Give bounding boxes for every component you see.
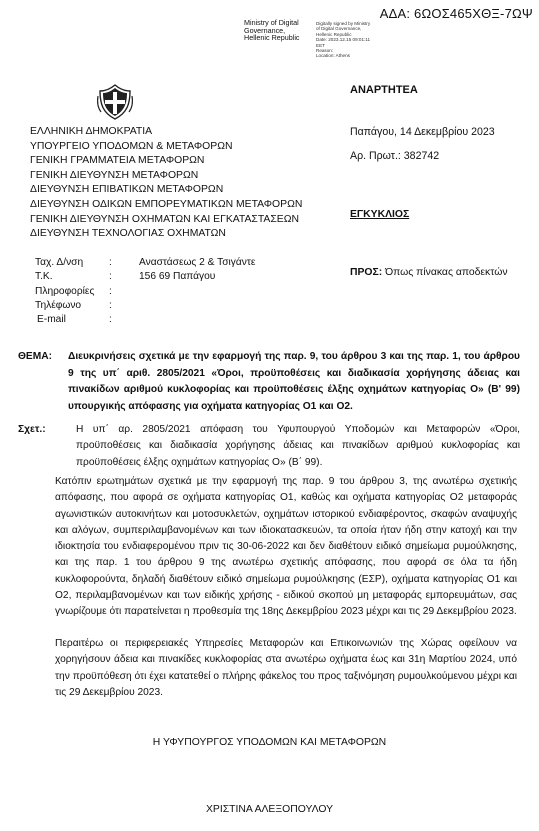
contact-label: Ταχ. Δ/νση bbox=[35, 257, 84, 268]
contact-value: Αναστάσεως 2 & Τσιγάντε bbox=[139, 257, 256, 268]
issuer-line: ΔΙΕΥΘΥΝΣΗ ΤΕΧΝΟΛΟΓΙΑΣ ΟΧΗΜΑΤΩΝ bbox=[30, 228, 226, 240]
issuer-line: ΔΙΕΥΘΥΝΣΗ ΕΠΙΒΑΤΙΚΩΝ ΜΕΤΑΦΟΡΩΝ bbox=[30, 184, 224, 196]
contact-colon: : bbox=[109, 314, 112, 326]
contact-value: 156 69 Παπάγου bbox=[139, 271, 216, 283]
contact-colon: : bbox=[109, 299, 112, 311]
issuer-line: ΥΠΟΥΡΓΕΙΟ ΥΠΟΔΟΜΩΝ & ΜΕΤΑΦΟΡΩΝ bbox=[30, 140, 233, 152]
issuer-line: ΔΙΕΥΘΥΝΣΗ ΟΔΙΚΩΝ ΕΜΠΟΡΕΥΜΑΤΙΚΩΝ ΜΕΤΑΦΟΡΩΝ bbox=[30, 198, 303, 210]
contact-colon: : bbox=[109, 285, 112, 297]
sig-meta-line: Reason: bbox=[316, 48, 334, 54]
reference-text: Η υπ΄ αρ. 2805/2021 απόφαση του Υφυπουργού Υποδομών και Μεταφορών «Όροι, προϋποθέσεις και διαδικασία χορήγησης άδειας και πινακίδων αριθμού κυκλοφορίας και προϋποθέσεις έλξης οχημάτων κατηγορίας Ο» (Β΄ 99). bbox=[76, 424, 520, 468]
contact-colon: : bbox=[109, 257, 112, 268]
posting-flag: ΑΝΑΡΤΗΤΕΑ bbox=[350, 84, 418, 96]
digital-signature-org bbox=[244, 19, 300, 42]
body-paragraph-2: Περαιτέρω οι περιφερειακές Υπηρεσίες Μεταφορών και Επικοινωνιών της Χώρας οφείλουν να χορηγήσουν άδεια και πινακίδες κυκλοφορίας στα ανωτέρω οχήματα έως και 31η Μαρτίου 2024, υπό την προϋπόθεση ότι έχει κατατεθεί ο πλήρης φάκελος του προς ταξινόμηση ρυμουλκούμενου μέχρι και τις 29 Δεκεμβρίου 2023. bbox=[55, 638, 517, 698]
coat-of-arms-icon bbox=[95, 82, 135, 122]
contact-row bbox=[35, 256, 255, 270]
subject-label: ΘΕΜΑ: bbox=[18, 351, 52, 362]
reference-label: Σχετ.: bbox=[18, 424, 46, 435]
document-date: Παπάγου, 14 Δεκεμβρίου 2023 bbox=[350, 126, 495, 138]
sig-meta-line: EET bbox=[316, 42, 325, 48]
body-paragraph-1: Κατόπιν ερωτημάτων σχετικά με την εφαρμογή της παρ. 9 του άρθρου 3, της ανωτέρω σχετικής απόφασης, που αφορά σε οχήματα κατηγορίας Ο1, καθώς και οχήματα κατηγορίας Ο2 μεταφοράς αγωνιστικών αυτοκινήτων και μοτοσυκλετών, οχημάτων ιστορικού ενδιαφέροντος, σκαφών αναψυχής και αλόγων, συμπεριλαμβανομένων και των ιδιοκατασκευών, τα οποία ήταν ήδη στην κατοχή και την ιδιοκτησία του ενδιαφερομένου πριν τις 30-06-2022 και δεν διαθέτουν ειδικό σημείωμα ρυμούλκησης, και της παρ. 1 του άρθρου 9 της ανωτέρω σχετικής απόφασης, που αφορά σε όλα τα ήδη κυκλοφορούντα, δηλαδή διαθέτουν ειδικό σημείωμα ρυμούλκησης (ΕΣΡ), οχήματα κατηγορίας Ο1 και Ο2, περιλαμβανομένων και των ειδικής χρήσης - ειδικού σκοπού μη μεταφοράς εμπορευμάτων, σας γνωρίζουμε ότι παρατείνεται η προθεσμία της 18ης Δεκεμβρίου 2023 μέχρι και τις 29 Δεκεμβρίου 2023. bbox=[55, 476, 517, 618]
ada-code: ΑΔΑ: 6ΩΟΣ465ΧΘΞ-7ΩΨ bbox=[379, 6, 533, 21]
contact-row bbox=[35, 270, 255, 284]
subject-block bbox=[18, 349, 520, 415]
contact-label: Τ.Κ. bbox=[35, 271, 53, 283]
digital-signature-meta bbox=[316, 21, 370, 59]
sig-meta-line: Date: 2023.12.15 09:01:11 bbox=[316, 37, 371, 43]
signatory-name: ΧΡΙΣΤΙΝΑ ΑΛΕΞΟΠΟΥΛΟΥ bbox=[205, 804, 334, 815]
sig-org-line: Hellenic Republic bbox=[244, 33, 300, 43]
issuer-header bbox=[30, 125, 302, 242]
contact-row bbox=[35, 299, 255, 313]
recipients bbox=[350, 267, 508, 278]
sig-meta-line: Digitally signed by Ministry bbox=[316, 21, 371, 26]
contact-label: Τηλέφωνο bbox=[35, 299, 82, 311]
reference-block bbox=[18, 422, 520, 471]
contact-block bbox=[35, 256, 255, 327]
document-type: ΕΓΚΥΚΛΙΟΣ bbox=[350, 209, 410, 220]
contact-row bbox=[35, 285, 255, 299]
contact-label: E-mail bbox=[37, 314, 66, 326]
sig-meta-line: of Digital Governance, bbox=[316, 26, 362, 32]
issuer-line: ΓΕΝΙΚΗ ΔΙΕΥΘΥΝΣΗ ΜΕΤΑΦΟΡΩΝ bbox=[30, 169, 199, 181]
sig-meta-line: Hellenic Republic bbox=[316, 31, 352, 37]
issuer-line: ΓΕΝΙΚΗ ΓΡΑΜΜΑΤΕΙΑ ΜΕΤΑΦΟΡΩΝ bbox=[30, 155, 205, 167]
sig-org-line: Governance, bbox=[244, 25, 286, 35]
issuer-line: ΓΕΝΙΚΗ ΔΙΕΥΘΥΝΣΗ ΟΧΗΜΑΤΩΝ ΚΑΙ ΕΓΚΑΤΑΣΤΑΣΕΩΝ bbox=[30, 213, 299, 225]
recipients-value: Όπως πίνακας αποδεκτών bbox=[385, 267, 508, 278]
protocol-number: Αρ. Πρωτ.: 382742 bbox=[350, 150, 440, 162]
sig-meta-line: Location: Athens bbox=[316, 53, 350, 59]
contact-colon: : bbox=[109, 271, 112, 283]
issuer-line: ΕΛΛΗΝΙΚΗ ΔΗΜΟΚΡΑΤΙΑ bbox=[30, 126, 153, 137]
signatory-title: Η ΥΦΥΠΟΥΡΓΟΣ ΥΠΟΔΟΜΩΝ ΚΑΙ ΜΕΤΑΦΟΡΩΝ bbox=[152, 737, 387, 748]
recipients-label: ΠΡΟΣ: bbox=[350, 267, 383, 278]
subject-text: Διευκρινήσεις σχετικά με την εφαρμογή της παρ. 9, του άρθρου 3 και της παρ. 1, του άρθρου 9 της υπ΄ αριθ. 2805/2021 «Όροι, προϋποθέσεις και διαδικασία χορήγησης άδειας και πινακίδων αριθμού κυκλοφορίας και προϋποθέσεις έλξης οχημάτων κατηγορίας Ο» (Β' 99) υπουργικής απόφασης για οχήματα κατηγορίας Ο1 και Ο2. bbox=[68, 351, 520, 412]
contact-row bbox=[35, 313, 255, 327]
sig-org-line: Ministry of Digital bbox=[244, 18, 299, 27]
contact-label: Πληροφορίες bbox=[35, 285, 95, 297]
